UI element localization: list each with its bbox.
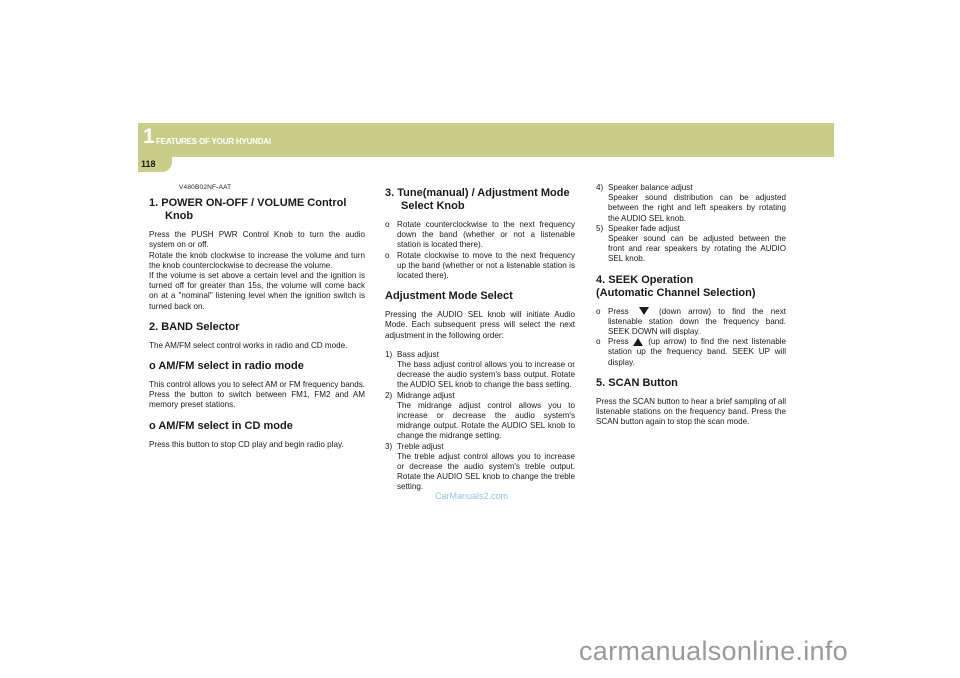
list-title: Speaker fade adjust	[608, 223, 680, 233]
list-text: Speaker sound can be adjusted between the front and rear speakers by rotating the AUDIO SEL knob.	[608, 234, 786, 264]
up-arrow-icon	[633, 338, 643, 346]
paragraph: Press the PUSH PWR Control Knob to turn the audio system on or off.	[149, 230, 365, 250]
bullet-marker: o	[596, 337, 601, 347]
chapter-number: 1	[143, 125, 155, 148]
heading-am-fm-radio: o AM/FM select in radio mode	[149, 360, 304, 373]
bullet-marker: o	[596, 306, 601, 316]
watermark-small: CarManuals2.com	[435, 491, 509, 501]
heading-band-selector: 2. BAND Selector	[149, 320, 240, 333]
heading-power-volume: 1. POWER ON-OFF / VOLUME Control Knob	[149, 197, 347, 223]
chapter-title: FEATURES OF YOUR HYUNDAI	[156, 137, 271, 146]
list-marker: 2)	[385, 390, 393, 400]
paragraph: If the volume is set above a certain level and the ignition is turned off for greater than 15s, the volume will come back on at a "nominal" listening level when the ignition switch is turned back on.	[149, 271, 365, 311]
bullet-marker: o	[385, 250, 390, 260]
list-marker: 1)	[385, 349, 393, 359]
list-text: (up arrow) to find the next listenable station up the frequency band. SEEK UP will display.	[608, 337, 786, 367]
list-marker: 5)	[596, 223, 604, 233]
column-2	[385, 187, 575, 493]
list-text: The midrange adjust control allows you to increase or decrease the audio system's midrange output. Rotate the AUDIO SEL knob to change the midrange setting.	[397, 400, 575, 441]
list-title: Speaker balance adjust	[608, 183, 693, 192]
list-title: Bass adjust	[397, 349, 439, 359]
page-number: 118	[141, 159, 156, 169]
list-item	[596, 183, 786, 193]
list-text: Rotate clockwise to move to the next frequency up the band (whether or not a listenable station is located there).	[397, 250, 575, 281]
heading-scan-button: 5. SCAN Button	[596, 376, 678, 389]
list-item	[385, 391, 575, 401]
list-item	[385, 350, 575, 360]
list-text: Rotate counterclockwise to the next frequency down the band (whether or not a listenable station is located there).	[397, 220, 575, 250]
list-marker: 3)	[385, 441, 393, 451]
heading-line: (Automatic Channel Selection)	[596, 286, 756, 299]
bullet-marker: o	[385, 220, 390, 229]
list-item	[596, 337, 786, 368]
heading-am-fm-cd: o AM/FM select in CD mode	[149, 419, 293, 432]
paragraph: Rotate the knob clockwise to increase the volume and turn the knob counterclockwise to decrease the volume.	[149, 250, 365, 270]
paragraph: This control allows you to select AM or FM frequency bands. Press the button to switch between FM1, FM2 and AM memory preset stations.	[149, 380, 365, 410]
list-text: (down arrow) to find the next listenable station down the frequency band. SEEK DOWN will display.	[608, 306, 786, 337]
list-text: Speaker sound distribution can be adjusted between the right and left speakers by rotating the AUDIO SEL knob.	[608, 193, 786, 223]
paragraph: Press the SCAN button to hear a brief sampling of all listenable stations on the frequency band. Press the SCAN button again to stop the scan mode.	[596, 396, 786, 427]
column-3	[596, 183, 786, 436]
column-1	[149, 183, 365, 459]
list-title: Treble adjust	[397, 441, 444, 451]
list-item	[385, 251, 575, 282]
heading-line: 4. SEEK Operation	[596, 273, 694, 286]
watermark-site: carmanualsonline.info	[579, 636, 848, 666]
section-code: V480B02NF-AAT	[179, 184, 232, 191]
list-text: The bass adjust control allows you to increase or decrease the audio system's bass output. Rotate the AUDIO SEL knob to change the bass setting.	[397, 360, 575, 390]
down-arrow-icon	[639, 307, 649, 315]
heading-tune-adjust-knob: 3. Tune(manual) / Adjustment Mode Select Knob	[385, 187, 570, 212]
list-marker: 4)	[596, 183, 604, 192]
heading-seek-operation	[596, 274, 786, 300]
paragraph: The AM/FM select control works in radio and CD mode.	[149, 340, 348, 350]
list-text: Press	[608, 306, 629, 316]
paragraph: Press this button to stop CD play and begin radio play.	[149, 439, 344, 449]
list-text: Press	[608, 337, 629, 347]
list-text: The treble adjust control allows you to increase or decrease the audio system's treble output. Rotate the AUDIO SEL knob to change the treble setting.	[397, 451, 575, 492]
list-item	[596, 307, 786, 338]
list-title: Midrange adjust	[397, 390, 455, 400]
list-item	[596, 224, 786, 234]
heading-adjustment-mode: Adjustment Mode Select	[385, 290, 513, 303]
paragraph: Pressing the AUDIO SEL knob will initiate Audio Mode. Each subsequent press will select the next adjustment in the following order:	[385, 310, 575, 340]
list-item	[385, 220, 575, 251]
list-item	[385, 442, 575, 452]
